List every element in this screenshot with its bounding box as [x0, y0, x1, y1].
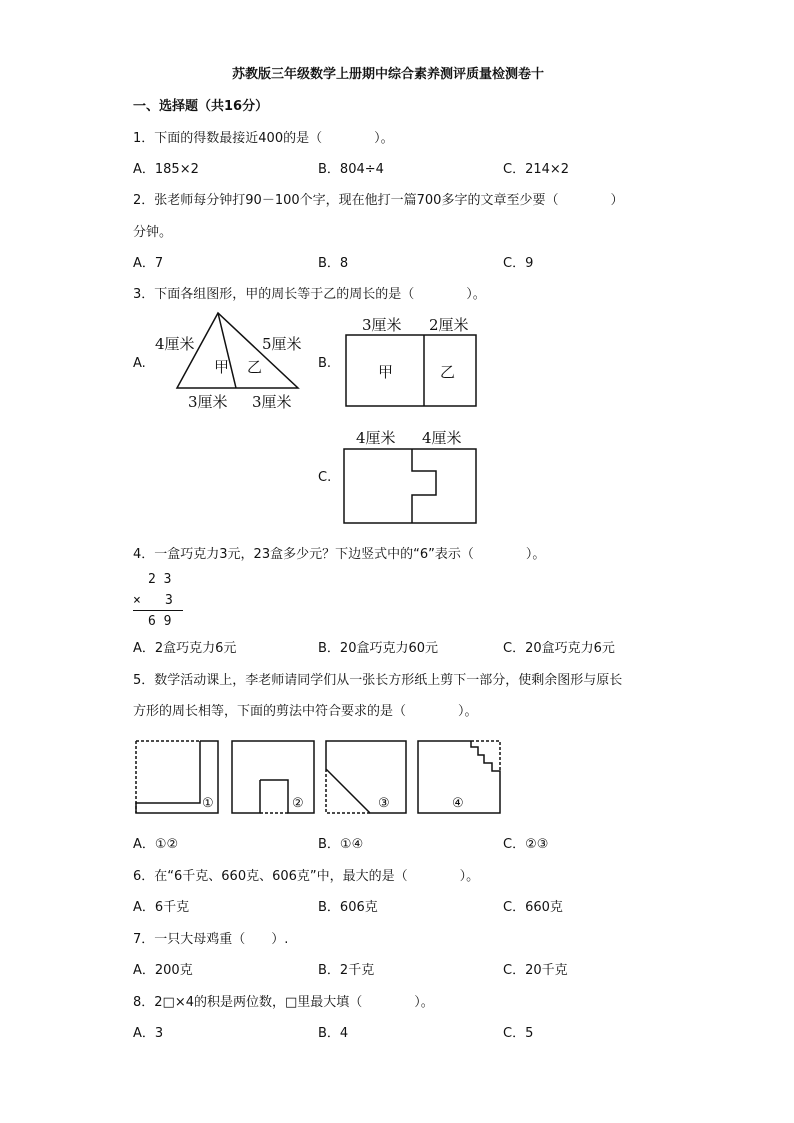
fig-a-left-length: 4厘米	[155, 335, 195, 353]
q5-figures	[134, 741, 504, 816]
question-5-line1: 5．数学活动课上，李老师请同学们从一张长方形纸上剪下一部分，使剩余图形与原长	[133, 673, 623, 688]
fig-c-top-right: 4厘米	[422, 429, 462, 447]
q5-label-2: ②	[292, 796, 304, 811]
q1-option-a[interactable]: A．185×2	[133, 162, 199, 177]
fig-a-bottom-left: 3厘米	[188, 393, 228, 411]
q5-figure-1	[136, 741, 218, 813]
fig-b-top-right: 2厘米	[429, 316, 469, 334]
question-2-line1: 2．张老师每分钟打90－100个字，现在他打一篇700多字的文章至少要（ ）	[133, 193, 624, 208]
fig-a-bottom-right: 3厘米	[252, 393, 292, 411]
q7-option-b[interactable]: B．2千克	[318, 963, 375, 978]
q5-label-1: ①	[202, 796, 214, 811]
q5-figure-2	[232, 741, 314, 813]
q1-option-c[interactable]: C．214×2	[503, 162, 570, 177]
fig-b-jia: 甲	[378, 363, 394, 381]
fig-b-top-left: 3厘米	[362, 316, 402, 334]
vertical-row2: 3	[165, 593, 173, 608]
fig-c-top-left: 4厘米	[356, 429, 396, 447]
question-4: 4．一盒巧克力3元，23盒多少元？下边竖式中的“6”表示（ ）。	[133, 547, 546, 562]
q5-label-4: ④	[452, 796, 464, 811]
q8-option-b[interactable]: B．4	[318, 1026, 349, 1041]
q3-figure-b	[340, 312, 490, 412]
q3-option-b-label[interactable]: B.	[318, 356, 332, 371]
q3-figure-a	[150, 310, 310, 415]
vertical-row1: 2 3	[148, 572, 172, 587]
q2-option-b[interactable]: B．8	[318, 256, 349, 271]
fig-a-yi: 乙	[247, 358, 263, 376]
q8-option-c[interactable]: C．5	[503, 1026, 534, 1041]
q3-option-c-label[interactable]: C.	[318, 470, 332, 485]
q6-option-b[interactable]: B．606克	[318, 900, 378, 915]
q5-option-c[interactable]: C．②③	[503, 837, 549, 852]
question-3: 3．下面各组图形，甲的周长等于乙的周长的是（ ）。	[133, 287, 486, 302]
q4-option-b[interactable]: B．20盒巧克力60元	[318, 641, 439, 656]
question-5-line2: 方形的周长相等，下面的剪法中符合要求的是（ ）。	[133, 704, 478, 719]
question-1: 1．下面的得数最接近400的是（ ）。	[133, 131, 394, 146]
question-7: 7．一只大母鸡重（ ）.	[133, 932, 289, 947]
q3-figure-c	[340, 425, 490, 530]
q7-option-a[interactable]: A．200克	[133, 963, 193, 978]
section-heading: 一、选择题（共16分）	[133, 99, 269, 114]
vertical-divider	[133, 610, 183, 611]
fig-a-right-length: 5厘米	[262, 335, 302, 353]
q5-figure-4	[418, 741, 500, 813]
q3-option-a-label[interactable]: A.	[133, 356, 146, 371]
question-6: 6．在“6千克、660克、606克”中，最大的是（ ）。	[133, 869, 480, 884]
q5-option-b[interactable]: B．①④	[318, 837, 364, 852]
vertical-multiply-sign: ×	[133, 593, 141, 608]
q4-option-c[interactable]: C．20盒巧克力6元	[503, 641, 615, 656]
vertical-result: 6 9	[148, 614, 172, 629]
question-8: 8．2□×4的积是两位数，□里最大填（ ）。	[133, 995, 434, 1010]
q5-label-3: ③	[378, 796, 390, 811]
q1-option-b[interactable]: B．804÷4	[318, 162, 384, 177]
q6-option-c[interactable]: C．660克	[503, 900, 563, 915]
q5-option-a[interactable]: A．①②	[133, 837, 179, 852]
q7-option-c[interactable]: C．20千克	[503, 963, 568, 978]
q2-option-c[interactable]: C．9	[503, 256, 534, 271]
q4-option-a[interactable]: A．2盒巧克力6元	[133, 641, 237, 656]
q5-figure-3	[326, 741, 406, 813]
q8-option-a[interactable]: A．3	[133, 1026, 164, 1041]
q2-option-a[interactable]: A．7	[133, 256, 164, 271]
q6-option-a[interactable]: A．6千克	[133, 900, 190, 915]
fig-a-jia: 甲	[214, 358, 230, 376]
page-title: 苏教版三年级数学上册期中综合素养测评质量检测卷十	[232, 67, 545, 82]
question-2-line2: 分钟。	[133, 225, 173, 240]
fig-b-yi: 乙	[440, 363, 456, 381]
